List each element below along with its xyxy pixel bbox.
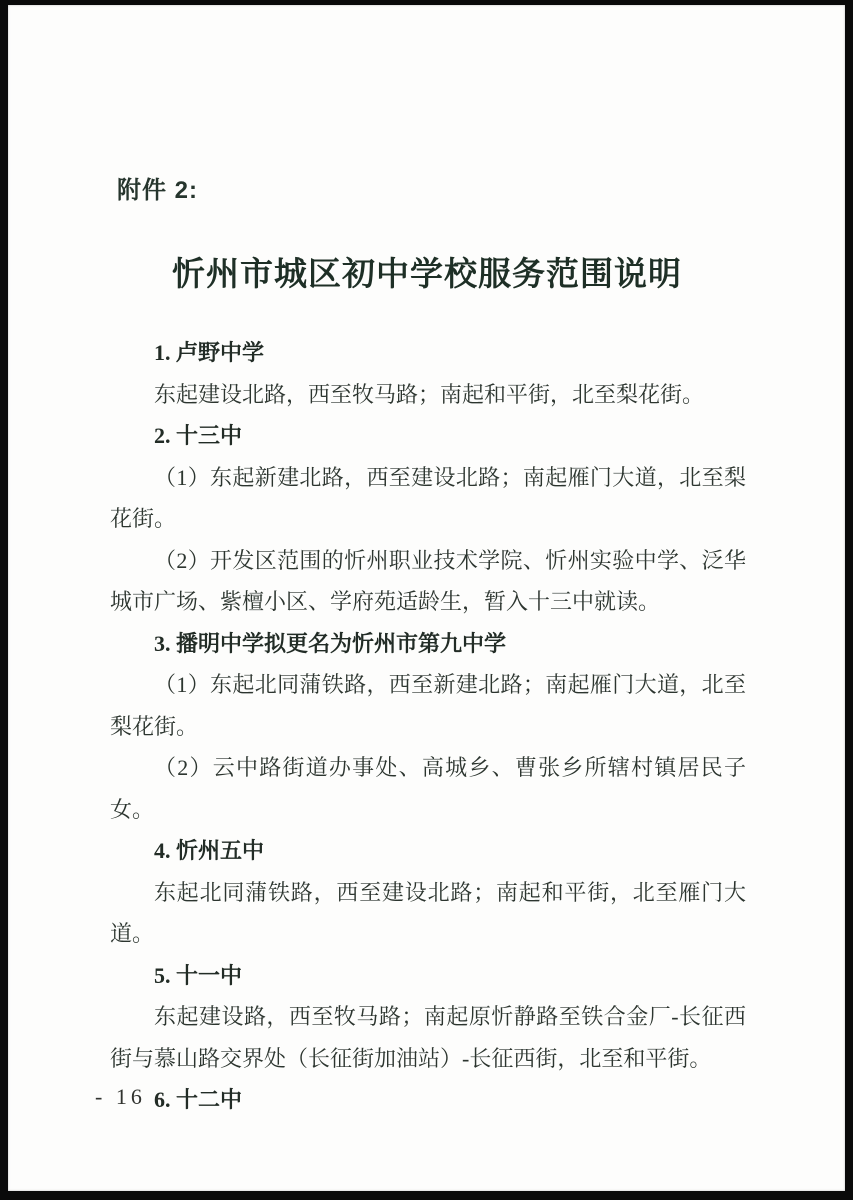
section-paragraph: 东起北同蒲铁路，西至建设北路；南起和平街，北至雁门大道。 xyxy=(110,879,746,946)
section-paragraph: 东起建设路，西至牧马路；南起原忻静路至铁合金厂-长征西街与慕山路交界处（长征街加油站）-长征西街，北至和平街。 xyxy=(110,1004,746,1071)
section-paragraph: （2）云中路街道办事处、高城乡、曹张乡所辖村镇居民子女。 xyxy=(110,755,746,822)
page-number: - 16 - xyxy=(95,1084,167,1109)
section-paragraph: （2）开发区范围的忻州职业技术学院、忻州实验中学、泛华城市广场、紫檀小区、学府苑适龄生，暂入十三中就读。 xyxy=(110,547,746,614)
section-paragraph: 东起建设北路，西至牧马路；南起和平街，北至梨花街。 xyxy=(154,381,705,407)
section-heading: 1. 卢野中学 xyxy=(154,340,265,365)
section-heading: 5. 十一中 xyxy=(154,962,243,988)
section-heading: 2. 十三中 xyxy=(154,423,243,448)
section-paragraph: （1）东起北同蒲铁路，西至新建北路；南起雁门大道，北至梨花街。 xyxy=(110,672,746,739)
document-title: 忻州市城区初中学校服务范围说明 xyxy=(172,257,682,293)
section-heading: 6. 十二中 xyxy=(154,1087,243,1112)
section-heading: 4. 忻州五中 xyxy=(154,838,265,863)
attachment-label: 附件 2: xyxy=(117,177,199,204)
document-body xyxy=(110,332,746,1121)
document-page xyxy=(8,5,845,1191)
section-paragraph: （1）东起新建北路，西至建设北路；南起雁门大道，北至梨花街。 xyxy=(110,464,746,531)
section-heading: 3. 播明中学拟更名为忻州市第九中学 xyxy=(154,630,507,656)
